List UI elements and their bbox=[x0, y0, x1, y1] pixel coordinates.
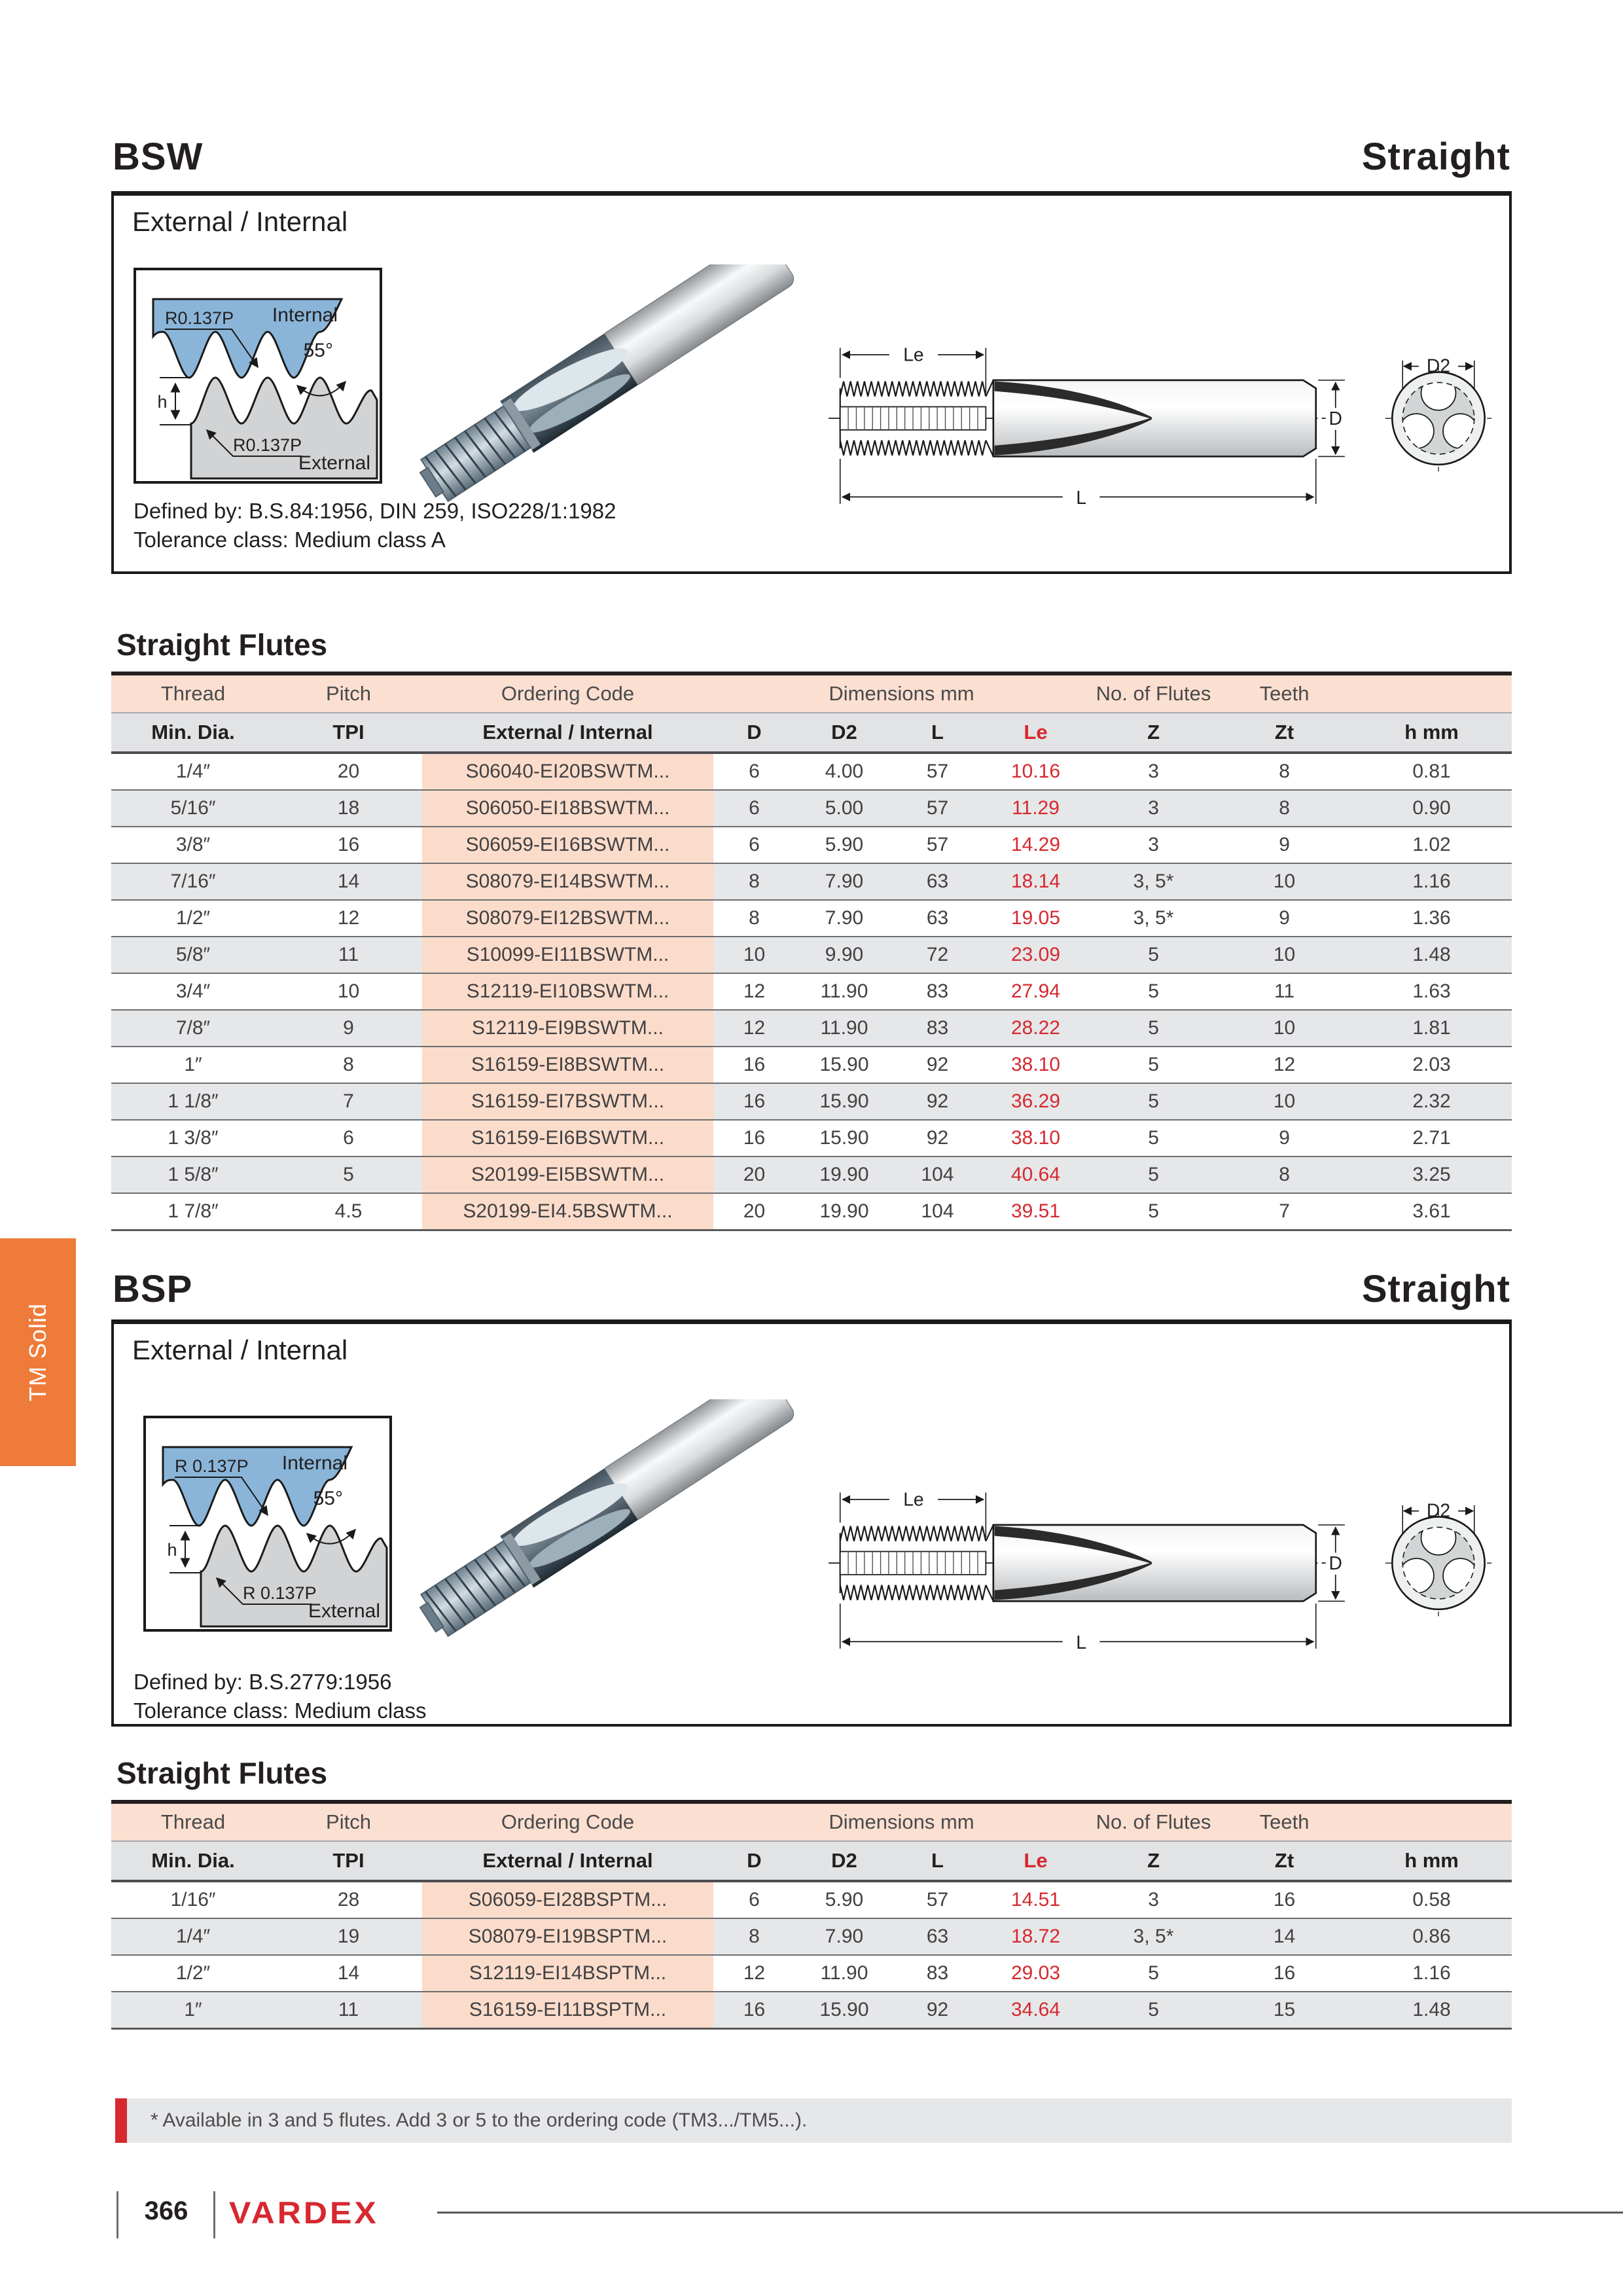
table-cell: 1 3/8″ bbox=[111, 1120, 275, 1157]
table-cell: 5/8″ bbox=[111, 937, 275, 973]
table-cell: 10 bbox=[713, 937, 795, 973]
table-cell: 16 bbox=[713, 1083, 795, 1120]
profile-h-label: h bbox=[157, 392, 168, 412]
table-cell: 9 bbox=[1217, 900, 1351, 937]
table-cell: 29.03 bbox=[982, 1955, 1090, 1992]
table-cell: 20 bbox=[713, 1157, 795, 1193]
table-cell: 0.86 bbox=[1351, 1918, 1512, 1955]
table-cell: 2.03 bbox=[1351, 1047, 1512, 1083]
bsw-dimension-drawing bbox=[814, 320, 1508, 528]
table-cell: 4.5 bbox=[275, 1193, 422, 1230]
header-teeth: Teeth bbox=[1217, 1802, 1351, 1841]
table-cell: 10 bbox=[1217, 863, 1351, 900]
table-cell: 10.16 bbox=[982, 753, 1090, 790]
table-cell: 3, 5* bbox=[1090, 900, 1217, 937]
table-cell: 1/2″ bbox=[111, 900, 275, 937]
table-row bbox=[111, 1881, 1512, 1918]
table-cell: 11.90 bbox=[795, 1010, 893, 1047]
profile-r-bottom-label: R0.137P bbox=[233, 435, 302, 455]
table-cell: 1 5/8″ bbox=[111, 1157, 275, 1193]
bsp-defined-by bbox=[134, 1668, 427, 1725]
table-cell: 23.09 bbox=[982, 937, 1090, 973]
table-row bbox=[111, 973, 1512, 1010]
table-cell: 10 bbox=[1217, 937, 1351, 973]
sub-header-row bbox=[111, 1841, 1512, 1881]
table-cell: 92 bbox=[893, 1992, 982, 2029]
table-row bbox=[111, 937, 1512, 973]
table-row bbox=[111, 1010, 1512, 1047]
table-cell: 1.48 bbox=[1351, 1992, 1512, 2029]
bsp-tool-photo bbox=[395, 1399, 827, 1687]
table-cell: 92 bbox=[893, 1083, 982, 1120]
table-cell: 12 bbox=[1217, 1047, 1351, 1083]
dim-le-label: Le bbox=[903, 1488, 924, 1510]
table-cell: 72 bbox=[893, 937, 982, 973]
footer-divider-right bbox=[213, 2191, 215, 2238]
table-row bbox=[111, 827, 1512, 863]
subheader-tpi: TPI bbox=[275, 713, 422, 753]
table-cell: 1/16″ bbox=[111, 1881, 275, 1918]
table-row bbox=[111, 900, 1512, 937]
table-row bbox=[111, 1918, 1512, 1955]
table-cell: S16159-EI11BSPTM... bbox=[422, 1992, 713, 2029]
footnote-text: * Available in 3 and 5 flutes. Add 3 or 5 to the ordering code (TM3.../TM5...). bbox=[151, 2109, 808, 2131]
table-cell: S20199-EI5BSWTM... bbox=[422, 1157, 713, 1193]
table-cell: 4.00 bbox=[795, 753, 893, 790]
table-cell: 39.51 bbox=[982, 1193, 1090, 1230]
bsp-dimension-drawing bbox=[814, 1465, 1508, 1673]
table-cell: 12 bbox=[713, 1955, 795, 1992]
table-cell: 28 bbox=[275, 1881, 422, 1918]
table-cell: 9.90 bbox=[795, 937, 893, 973]
tolerance-line: Tolerance class: Medium class A bbox=[134, 528, 446, 552]
table-cell: 16 bbox=[275, 827, 422, 863]
table-cell: S08079-EI19BSPTM... bbox=[422, 1918, 713, 1955]
table-cell: 0.90 bbox=[1351, 790, 1512, 827]
table-cell: 5 bbox=[1090, 1992, 1217, 2029]
table-row bbox=[111, 1047, 1512, 1083]
table-cell: 2.71 bbox=[1351, 1120, 1512, 1157]
table-cell: 5 bbox=[1090, 1157, 1217, 1193]
table-cell: 6 bbox=[713, 753, 795, 790]
table-cell: 10 bbox=[275, 973, 422, 1010]
table-cell: 3 bbox=[1090, 790, 1217, 827]
table-cell: 1.16 bbox=[1351, 863, 1512, 900]
tm-solid-side-tab bbox=[0, 1238, 76, 1466]
table-cell: S12119-EI9BSWTM... bbox=[422, 1010, 713, 1047]
table-cell: 1/4″ bbox=[111, 1918, 275, 1955]
profile-internal-label: Internal bbox=[272, 304, 338, 326]
footer-rule bbox=[437, 2212, 1623, 2214]
table-cell: 3, 5* bbox=[1090, 1918, 1217, 1955]
profile-external-label: External bbox=[308, 1600, 380, 1622]
table-cell: 40.64 bbox=[982, 1157, 1090, 1193]
table-cell: S16159-EI7BSWTM... bbox=[422, 1083, 713, 1120]
table-cell: 7/8″ bbox=[111, 1010, 275, 1047]
table-cell: 19 bbox=[275, 1918, 422, 1955]
table-cell: 16 bbox=[713, 1047, 795, 1083]
table-cell: 2.32 bbox=[1351, 1083, 1512, 1120]
table-cell: 11 bbox=[1217, 973, 1351, 1010]
dim-d-label: D bbox=[1329, 407, 1342, 429]
table-cell: 3.61 bbox=[1351, 1193, 1512, 1230]
table-cell: 1.36 bbox=[1351, 900, 1512, 937]
table-cell: 11 bbox=[275, 1992, 422, 2029]
table-cell: 1.63 bbox=[1351, 973, 1512, 1010]
profile-r-top-label: R0.137P bbox=[165, 308, 234, 328]
table-cell: 10 bbox=[1217, 1083, 1351, 1120]
table-cell: 11.90 bbox=[795, 1955, 893, 1992]
table-cell: 83 bbox=[893, 1955, 982, 1992]
table-cell: 63 bbox=[893, 863, 982, 900]
header-ordering-code: Ordering Code bbox=[422, 673, 713, 713]
dim-l-label: L bbox=[1076, 486, 1086, 508]
header-teeth: Teeth bbox=[1217, 673, 1351, 713]
header-thread: Thread bbox=[111, 673, 275, 713]
bsp-thread-profile-diagram bbox=[143, 1416, 392, 1632]
table-cell: 10 bbox=[1217, 1010, 1351, 1047]
header-blank bbox=[1351, 1802, 1512, 1841]
table-row bbox=[111, 1157, 1512, 1193]
subheader-hmm: h mm bbox=[1351, 713, 1512, 753]
table-cell: 15.90 bbox=[795, 1047, 893, 1083]
footer-divider-left bbox=[116, 2191, 118, 2238]
bsp-box-label: External / Internal bbox=[132, 1335, 348, 1365]
table-cell: 7.90 bbox=[795, 863, 893, 900]
table-cell: 14 bbox=[1217, 1918, 1351, 1955]
table-cell: S16159-EI6BSWTM... bbox=[422, 1120, 713, 1157]
dim-d2-label: D2 bbox=[1426, 355, 1451, 376]
table-cell: 28.22 bbox=[982, 1010, 1090, 1047]
table-cell: 8 bbox=[1217, 753, 1351, 790]
table-cell: 16 bbox=[713, 1120, 795, 1157]
table-cell: 15.90 bbox=[795, 1992, 893, 2029]
profile-r-top-label: R 0.137P bbox=[175, 1456, 249, 1476]
table-row bbox=[111, 1193, 1512, 1230]
table-cell: 8 bbox=[1217, 790, 1351, 827]
defined-by-line: Defined by: B.S.84:1956, DIN 259, ISO228/1:1982 bbox=[134, 499, 616, 523]
table-cell: 3, 5* bbox=[1090, 863, 1217, 900]
table-cell: 3.25 bbox=[1351, 1157, 1512, 1193]
table-cell: 3 bbox=[1090, 827, 1217, 863]
table-cell: 104 bbox=[893, 1157, 982, 1193]
table-cell: 5 bbox=[1090, 1955, 1217, 1992]
table-cell: 1.16 bbox=[1351, 1955, 1512, 1992]
table-cell: 34.64 bbox=[982, 1992, 1090, 2029]
table-cell: S16159-EI8BSWTM... bbox=[422, 1047, 713, 1083]
table-cell: 19.90 bbox=[795, 1193, 893, 1230]
table-cell: S08079-EI12BSWTM... bbox=[422, 900, 713, 937]
profile-external-label: External bbox=[298, 452, 370, 474]
table-cell: 14.51 bbox=[982, 1881, 1090, 1918]
table-cell: 3 bbox=[1090, 1881, 1217, 1918]
table-cell: 38.10 bbox=[982, 1120, 1090, 1157]
section-style-straight: Straight bbox=[1361, 1268, 1510, 1310]
table-cell: 1/4″ bbox=[111, 753, 275, 790]
header-flutes: No. of Flutes bbox=[1090, 1802, 1217, 1841]
section-title-bsw: BSW bbox=[113, 135, 204, 178]
header-dimensions: Dimensions mm bbox=[713, 673, 1090, 713]
table-cell: S20199-EI4.5BSWTM... bbox=[422, 1193, 713, 1230]
table-cell: 16 bbox=[1217, 1881, 1351, 1918]
table-cell: 6 bbox=[713, 1881, 795, 1918]
table-cell: 92 bbox=[893, 1047, 982, 1083]
vardex-logo: VARDEX bbox=[229, 2195, 379, 2231]
table-cell: S08079-EI14BSWTM... bbox=[422, 863, 713, 900]
table-cell: 5 bbox=[1090, 1010, 1217, 1047]
table-cell: 12 bbox=[275, 900, 422, 937]
subheader-le: Le bbox=[982, 1841, 1090, 1881]
table-cell: 5/16″ bbox=[111, 790, 275, 827]
subheader-hmm: h mm bbox=[1351, 1841, 1512, 1881]
table-cell: 92 bbox=[893, 1120, 982, 1157]
profile-angle-label: 55° bbox=[313, 1488, 343, 1509]
table-cell: 8 bbox=[713, 1918, 795, 1955]
header-thread: Thread bbox=[111, 1802, 275, 1841]
table-cell: 1.81 bbox=[1351, 1010, 1512, 1047]
defined-by-line: Defined by: B.S.2779:1956 bbox=[134, 1670, 392, 1694]
tolerance-line: Tolerance class: Medium class bbox=[134, 1698, 427, 1723]
table-cell: S06059-EI16BSWTM... bbox=[422, 827, 713, 863]
subheader-ext-int: External / Internal bbox=[422, 713, 713, 753]
table-cell: 15 bbox=[1217, 1992, 1351, 2029]
table-cell: 11 bbox=[275, 937, 422, 973]
table-cell: 83 bbox=[893, 1010, 982, 1047]
table-cell: 5 bbox=[1090, 1083, 1217, 1120]
header-flutes: No. of Flutes bbox=[1090, 673, 1217, 713]
table-cell: S12119-EI14BSPTM... bbox=[422, 1955, 713, 1992]
table-cell: 19.05 bbox=[982, 900, 1090, 937]
bsw-table-title: Straight Flutes bbox=[116, 628, 328, 662]
table-cell: 5.90 bbox=[795, 827, 893, 863]
table-cell: 57 bbox=[893, 827, 982, 863]
table-cell: 5 bbox=[1090, 1047, 1217, 1083]
table-cell: 1″ bbox=[111, 1992, 275, 2029]
profile-h-label: h bbox=[167, 1540, 177, 1560]
footnote bbox=[127, 2098, 1512, 2143]
table-cell: 1/2″ bbox=[111, 1955, 275, 1992]
bsw-thread-profile-diagram bbox=[134, 268, 382, 484]
table-cell: 7 bbox=[275, 1083, 422, 1120]
table-cell: 19.90 bbox=[795, 1157, 893, 1193]
table-cell: 8 bbox=[275, 1047, 422, 1083]
dim-l-label: L bbox=[1076, 1631, 1086, 1653]
header-pitch: Pitch bbox=[275, 1802, 422, 1841]
table-cell: 5 bbox=[275, 1157, 422, 1193]
table-cell: 9 bbox=[1217, 827, 1351, 863]
table-cell: 6 bbox=[713, 827, 795, 863]
table-cell: 36.29 bbox=[982, 1083, 1090, 1120]
bsw-tool-photo bbox=[395, 264, 827, 552]
table-cell: S10099-EI11BSWTM... bbox=[422, 937, 713, 973]
header-blank bbox=[1351, 673, 1512, 713]
table-row bbox=[111, 1120, 1512, 1157]
table-cell: 5.00 bbox=[795, 790, 893, 827]
profile-internal-label: Internal bbox=[281, 1452, 348, 1474]
bsp-straight-flutes-table bbox=[111, 1800, 1512, 2030]
table-cell: 16 bbox=[1217, 1955, 1351, 1992]
bsp-table-title: Straight Flutes bbox=[116, 1756, 328, 1790]
table-cell: 57 bbox=[893, 790, 982, 827]
table-cell: 7/16″ bbox=[111, 863, 275, 900]
subheader-le: Le bbox=[982, 713, 1090, 753]
table-cell: 83 bbox=[893, 973, 982, 1010]
subheader-min-dia: Min. Dia. bbox=[111, 1841, 275, 1881]
subheader-d: D bbox=[713, 1841, 795, 1881]
table-cell: 12 bbox=[713, 1010, 795, 1047]
header-dimensions: Dimensions mm bbox=[713, 1802, 1090, 1841]
table-cell: 7 bbox=[1217, 1193, 1351, 1230]
table-cell: 1 7/8″ bbox=[111, 1193, 275, 1230]
table-cell: 14 bbox=[275, 1955, 422, 1992]
table-row bbox=[111, 753, 1512, 790]
subheader-zt: Zt bbox=[1217, 1841, 1351, 1881]
sub-header-row bbox=[111, 713, 1512, 753]
subheader-d: D bbox=[713, 713, 795, 753]
dim-d2-label: D2 bbox=[1426, 1499, 1451, 1521]
table-row bbox=[111, 790, 1512, 827]
table-cell: 5 bbox=[1090, 973, 1217, 1010]
table-cell: 63 bbox=[893, 900, 982, 937]
dim-le-label: Le bbox=[903, 344, 924, 365]
table-cell: 5 bbox=[1090, 1120, 1217, 1157]
section-title-bsp: BSP bbox=[113, 1268, 193, 1310]
table-cell: 14.29 bbox=[982, 827, 1090, 863]
table-cell: 6 bbox=[275, 1120, 422, 1157]
table-cell: 8 bbox=[713, 900, 795, 937]
table-cell: 11.90 bbox=[795, 973, 893, 1010]
footnote-accent-bar bbox=[115, 2098, 127, 2143]
table-cell: 15.90 bbox=[795, 1120, 893, 1157]
table-cell: 14 bbox=[275, 863, 422, 900]
table-cell: 104 bbox=[893, 1193, 982, 1230]
subheader-min-dia: Min. Dia. bbox=[111, 713, 275, 753]
table-cell: 16 bbox=[713, 1992, 795, 2029]
section-style-straight: Straight bbox=[1361, 135, 1510, 178]
table-cell: 1 1/8″ bbox=[111, 1083, 275, 1120]
table-cell: 27.94 bbox=[982, 973, 1090, 1010]
bsw-straight-flutes-table bbox=[111, 672, 1512, 1231]
table-cell: 8 bbox=[1217, 1157, 1351, 1193]
table-cell: 18.72 bbox=[982, 1918, 1090, 1955]
table-cell: 63 bbox=[893, 1918, 982, 1955]
table-cell: 57 bbox=[893, 1881, 982, 1918]
bsw-info-box bbox=[111, 191, 1512, 574]
subheader-l: L bbox=[893, 1841, 982, 1881]
table-cell: 6 bbox=[713, 790, 795, 827]
table-cell: 7.90 bbox=[795, 900, 893, 937]
profile-angle-label: 55° bbox=[303, 340, 333, 361]
table-cell: 0.81 bbox=[1351, 753, 1512, 790]
table-cell: 1″ bbox=[111, 1047, 275, 1083]
table-cell: 11.29 bbox=[982, 790, 1090, 827]
table-cell: 15.90 bbox=[795, 1083, 893, 1120]
table-cell: 8 bbox=[713, 863, 795, 900]
table-cell: 38.10 bbox=[982, 1047, 1090, 1083]
table-cell: 3/8″ bbox=[111, 827, 275, 863]
table-cell: S06059-EI28BSPTM... bbox=[422, 1881, 713, 1918]
header-ordering-code: Ordering Code bbox=[422, 1802, 713, 1841]
table-cell: 3 bbox=[1090, 753, 1217, 790]
bsw-box-label: External / Internal bbox=[132, 206, 348, 237]
side-tab-label: TM Solid bbox=[24, 1302, 51, 1402]
table-row bbox=[111, 1083, 1512, 1120]
subheader-zt: Zt bbox=[1217, 713, 1351, 753]
table-cell: S06050-EI18BSWTM... bbox=[422, 790, 713, 827]
bsp-info-box bbox=[111, 1319, 1512, 1727]
table-cell: 18.14 bbox=[982, 863, 1090, 900]
profile-r-bottom-label: R 0.137P bbox=[243, 1583, 317, 1603]
table-row bbox=[111, 1992, 1512, 2029]
table-cell: 3/4″ bbox=[111, 973, 275, 1010]
table-cell: 18 bbox=[275, 790, 422, 827]
table-cell: 5 bbox=[1090, 937, 1217, 973]
table-cell: 7.90 bbox=[795, 1918, 893, 1955]
table-cell: 5 bbox=[1090, 1193, 1217, 1230]
table-cell: 1.02 bbox=[1351, 827, 1512, 863]
group-header-row bbox=[111, 673, 1512, 713]
bsp-section-header bbox=[113, 1267, 1510, 1309]
subheader-l: L bbox=[893, 713, 982, 753]
subheader-d2: D2 bbox=[795, 1841, 893, 1881]
subheader-d2: D2 bbox=[795, 713, 893, 753]
table-cell: 1.48 bbox=[1351, 937, 1512, 973]
table-cell: S06040-EI20BSWTM... bbox=[422, 753, 713, 790]
subheader-ext-int: External / Internal bbox=[422, 1841, 713, 1881]
dim-d-label: D bbox=[1329, 1552, 1342, 1573]
header-pitch: Pitch bbox=[275, 673, 422, 713]
table-cell: 20 bbox=[275, 753, 422, 790]
table-cell: 5.90 bbox=[795, 1881, 893, 1918]
table-row bbox=[111, 1955, 1512, 1992]
table-cell: 12 bbox=[713, 973, 795, 1010]
page-number: 366 bbox=[144, 2197, 188, 2225]
subheader-z: Z bbox=[1090, 1841, 1217, 1881]
table-row bbox=[111, 863, 1512, 900]
table-cell: 9 bbox=[1217, 1120, 1351, 1157]
table-cell: 0.58 bbox=[1351, 1881, 1512, 1918]
table-cell: 57 bbox=[893, 753, 982, 790]
bsw-section-header bbox=[113, 135, 1510, 177]
subheader-z: Z bbox=[1090, 713, 1217, 753]
subheader-tpi: TPI bbox=[275, 1841, 422, 1881]
table-cell: 20 bbox=[713, 1193, 795, 1230]
group-header-row bbox=[111, 1802, 1512, 1841]
table-cell: S12119-EI10BSWTM... bbox=[422, 973, 713, 1010]
table-cell: 9 bbox=[275, 1010, 422, 1047]
